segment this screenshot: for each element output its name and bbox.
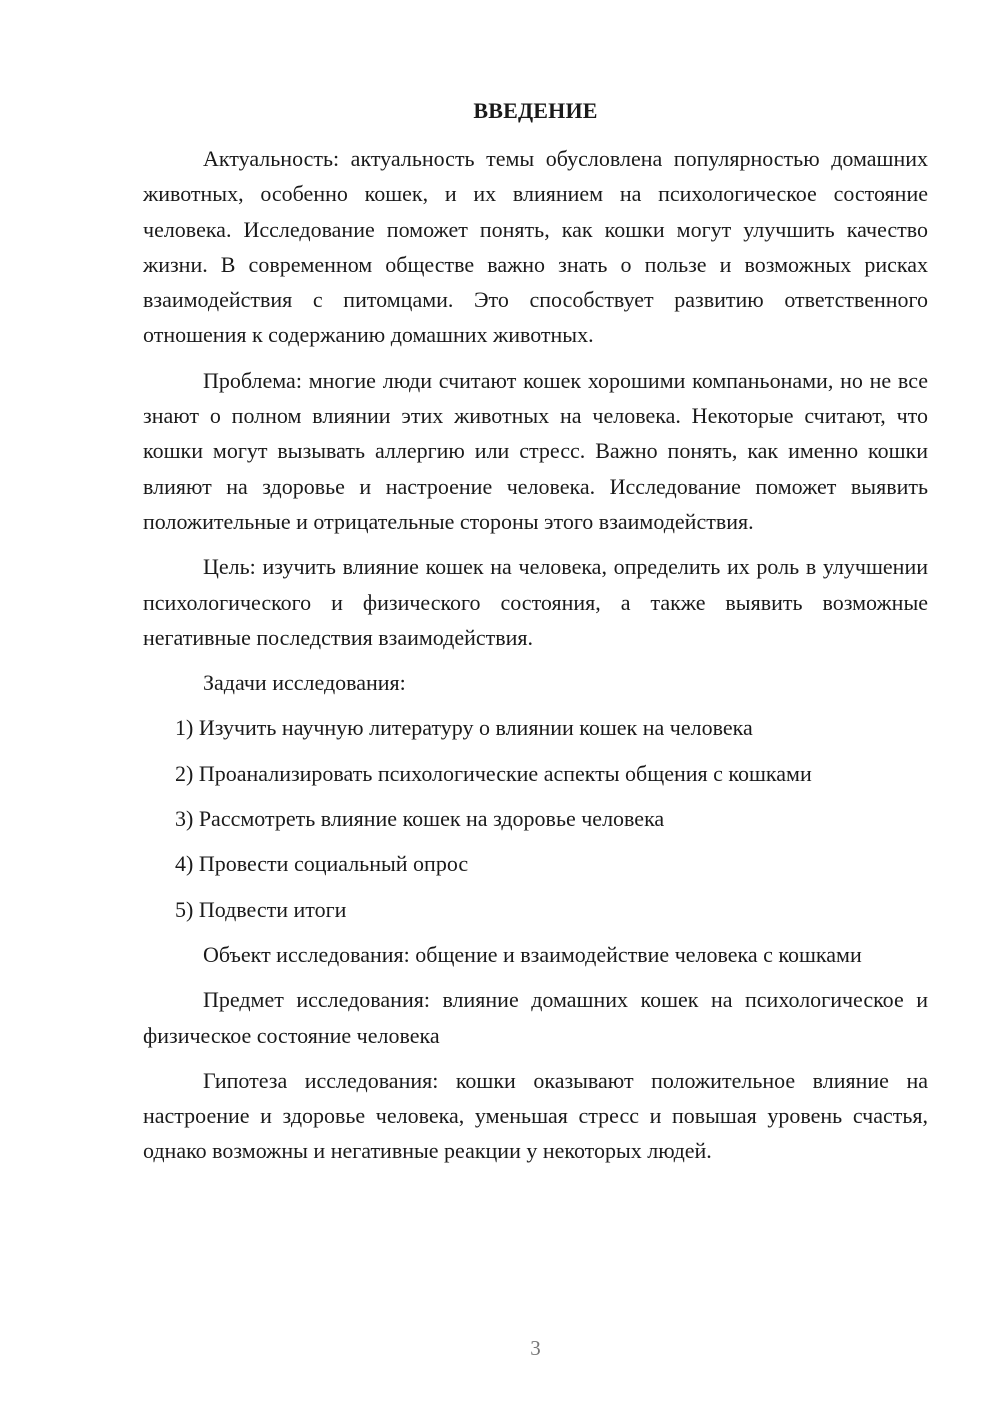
document-body	[143, 141, 928, 1179]
page-number: 3	[530, 1336, 541, 1360]
list-item: 2) Проанализировать психологические аспекты общения с кошками	[175, 760, 812, 786]
paragraph-hypothesis: Гипотеза исследования: кошки оказывают положительное влияние на настроение и здоровье человека, уменьшая стресс и повышая уровень счастья, однако возможны и негативные реакции у некоторых людей.	[143, 1067, 928, 1164]
list-item: 3) Рассмотреть влияние кошек на здоровье человека	[175, 806, 665, 832]
paragraph-subject: Предмет исследования: влияние домашних кошек на психологическое и физическое состояние человека	[143, 987, 928, 1048]
paragraph-object: Объект исследования: общение и взаимодействие человека с кошками	[203, 941, 862, 967]
tasks-heading: Задачи исследования:	[203, 670, 406, 696]
paragraph-problem: Проблема: многие люди считают кошек хорошими компаньонами, но не все знают о полном влиянии этих животных на человека. Некоторые считают, что кошки могут вызывать аллергию или стресс. Важно понять, как именно кошки влияют на здоровье и настроение человека. Исследование поможет выявить положительные и отрицательные стороны этого взаимодействия.	[143, 367, 928, 534]
paragraph-relevance: Актуальность: актуальность темы обусловлена популярностью домашних животных, особенно кошек, и их влиянием на психологическое состояние человека. Исследование поможет понять, как кошки могут улучшить качество жизни. В современном обществе важно знать о пользе и возможных рисках взаимодействия с питомцами. Это способствует развитию ответственного отношения к содержанию домашних животных.	[143, 146, 928, 348]
list-item: 1) Изучить научную литературу о влиянии кошек на человека	[175, 715, 753, 741]
list-item: 4) Провести социальный опрос	[175, 851, 469, 877]
page-title: ВВЕДЕНИЕ	[473, 98, 598, 123]
list-item: 5) Подвести итоги	[175, 896, 347, 922]
tasks-list	[143, 710, 928, 926]
paragraph-goal: Цель: изучить влияние кошек на человека, определить их роль в улучшении психологического и физического состояния, а также выявить возможные негативные последствия взаимодействия.	[143, 554, 928, 650]
